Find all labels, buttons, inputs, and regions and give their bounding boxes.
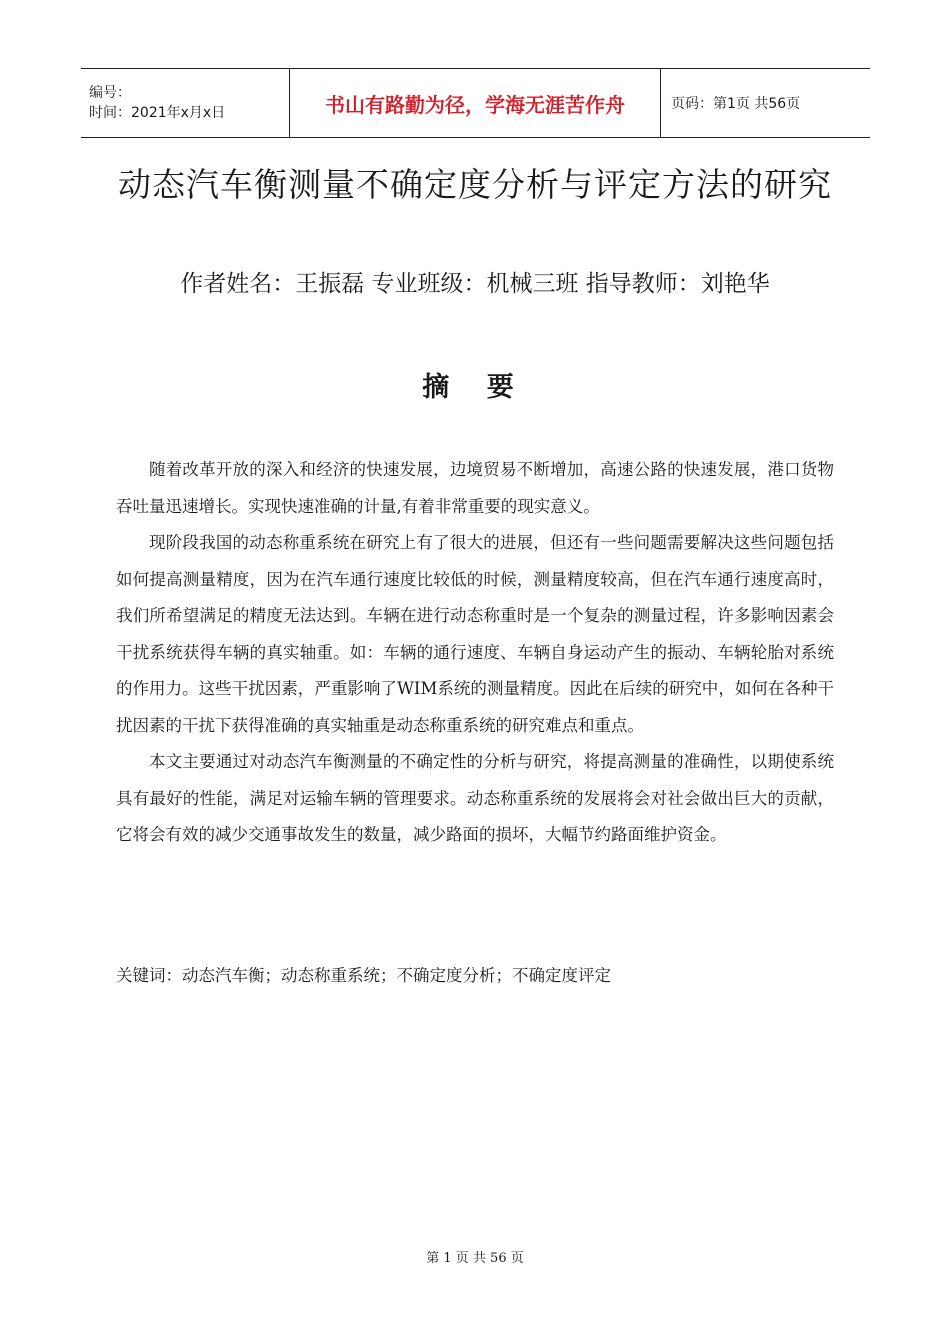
document-title: 动态汽车衡测量不确定度分析与评定方法的研究 [118, 165, 832, 204]
keywords-line: 关键词：动态汽车衡；动态称重系统；不确定度分析；不确定度评定 [116, 966, 611, 985]
motto-text: 书山有路勤为径，学海无涯苦作舟 [325, 92, 625, 117]
header-page-info [661, 69, 870, 137]
abstract-paragraph-1: 随着改革开放的深入和经济的快速发展，边境贸易不断增加，高速公路的快速发展，港口货物吞吐量迅速增长。实现快速准确的计量,有着非常重要的现实意义。 [116, 460, 834, 516]
abstract-body [116, 452, 834, 854]
header-table [81, 68, 870, 138]
document-number-label: 编号： [89, 85, 131, 101]
abstract-heading: 摘 要 [422, 372, 528, 403]
author-line: 作者姓名：王振磊 专业班级：机械三班 指导教师：刘艳华 [180, 271, 770, 297]
header-motto [289, 69, 661, 137]
page-info-text: 页码：第1页 共56页 [671, 96, 801, 112]
document-time: 时间：2021年x月x日 [89, 105, 226, 121]
header-meta [81, 69, 289, 137]
abstract-paragraph-2: 现阶段我国的动态称重系统在研究上有了很大的进展，但还有一些问题需要解决这些问题包括如何提高测量精度，因为在汽车通行速度比较低的时候，测量精度较高，但在汽车通行速度高时，我们所希望满足的精度无法达到。车辆在进行动态称重时是一个复杂的测量过程，许多影响因素会干扰系统获得车辆的真实轴重。如：车辆的通行速度、车辆自身运动产生的振动、车辆轮胎对系统的作用力。这些干扰因素，严重影响了WIM系统的测量精度。因此在后续的研究中，如何在各种干扰因素的干扰下获得准确的真实轴重是动态称重系统的研究难点和重点。 [116, 533, 834, 735]
page-footer: 第 1 页 共 56 页 [426, 1251, 524, 1266]
abstract-paragraph-3: 本文主要通过对动态汽车衡测量的不确定性的分析与研究，将提高测量的准确性，以期使系统具有最好的性能，满足对运输车辆的管理要求。动态称重系统的发展将会对社会做出巨大的贡献，它将会有效的减少交通事故发生的数量，减少路面的损坏，大幅节约路面维护资金。 [116, 752, 834, 844]
